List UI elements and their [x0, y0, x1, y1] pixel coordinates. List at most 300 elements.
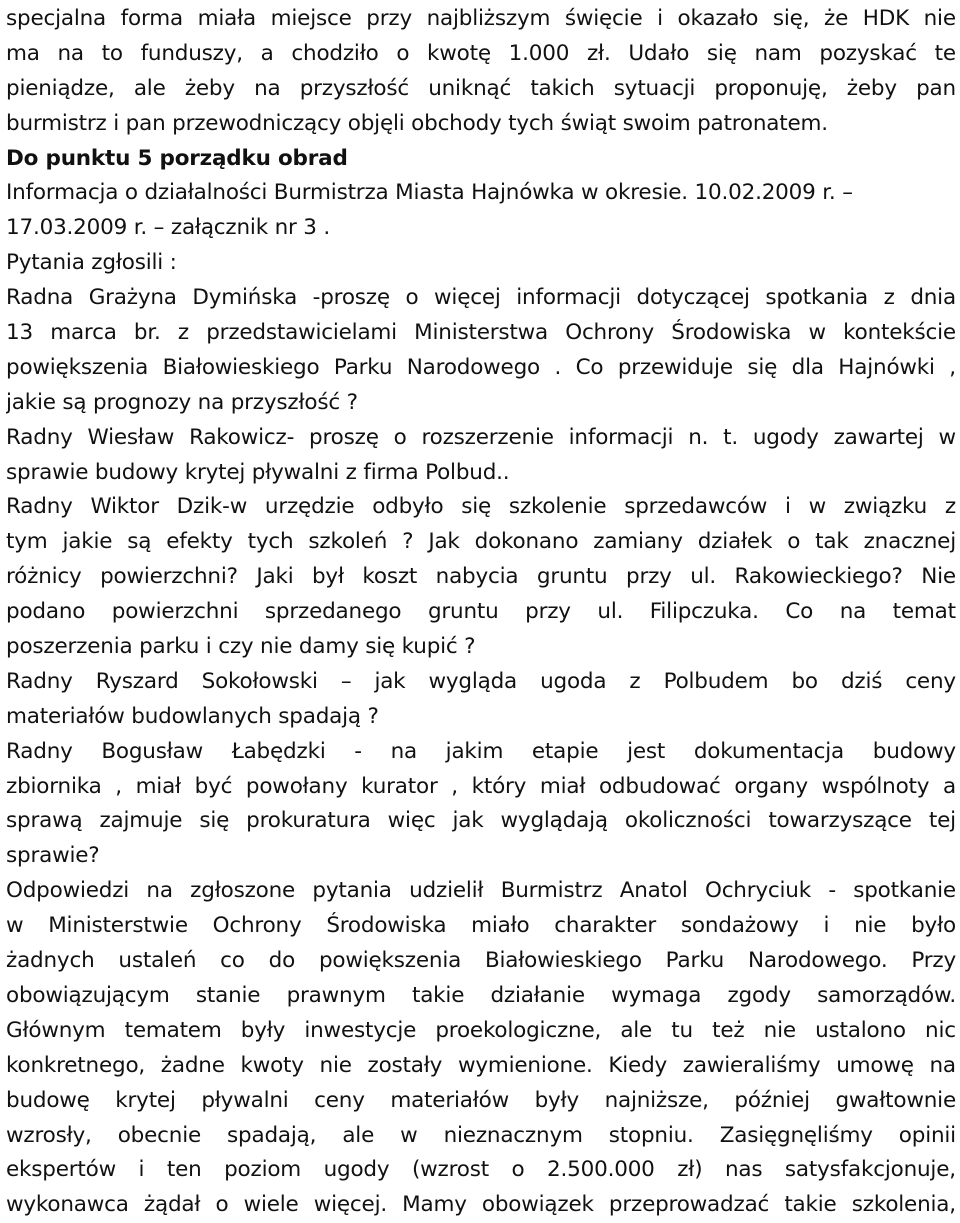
word: spotkanie — [853, 878, 956, 904]
word: Białowieskiego — [162, 354, 320, 380]
word: 2.500.000 — [547, 1157, 655, 1183]
word: Co — [785, 599, 814, 625]
word: - — [354, 738, 362, 764]
text-line — [6, 281, 956, 316]
word: święcie — [564, 6, 643, 31]
word: konkretnego, — [6, 1052, 146, 1078]
text-line — [6, 735, 956, 770]
text-line: materiałów budowlanych spadają ? — [6, 703, 379, 729]
word: i — [823, 913, 830, 939]
word: powiększenia — [318, 948, 462, 974]
word: przy — [626, 564, 672, 590]
word: miał — [135, 773, 181, 799]
word: materiałów — [390, 1087, 509, 1113]
word: Parku — [665, 948, 725, 974]
text-line: sprawie? — [6, 843, 100, 869]
word: ugoda — [540, 668, 607, 694]
word: sprzedanego — [264, 599, 402, 625]
word: dokonano — [474, 529, 579, 555]
word: o — [396, 40, 410, 66]
word: w — [6, 913, 24, 939]
word: chodziło — [291, 40, 379, 66]
word: tej — [928, 808, 956, 834]
word: koszt — [362, 564, 418, 590]
word: później — [734, 1087, 810, 1113]
word: ten — [166, 1157, 202, 1183]
word: pytania — [312, 878, 392, 904]
word: w — [808, 320, 826, 346]
text-line — [6, 874, 956, 909]
word: z — [629, 668, 641, 694]
word: o — [393, 424, 407, 450]
word: Nie — [921, 564, 956, 590]
word: Bogusław — [101, 738, 203, 764]
word: nieznacznym — [443, 1122, 583, 1148]
word: gruntu — [536, 564, 608, 590]
text-line — [6, 2, 956, 37]
word: okoliczności — [624, 808, 752, 834]
text-line: sprawie budowy krytej pływalni z firma Polbud.. — [6, 459, 510, 485]
word: są — [127, 529, 152, 555]
word: zamiany — [593, 529, 683, 555]
word: forma — [120, 6, 183, 31]
word: nie — [854, 913, 887, 939]
word: Radny — [6, 668, 73, 694]
word: Jak — [428, 529, 460, 555]
word: Narodowego — [406, 354, 540, 380]
text-line — [6, 770, 956, 805]
word: takich — [530, 75, 595, 101]
word: Grażyna — [88, 285, 177, 311]
word: się, — [772, 6, 810, 31]
word: informacji — [568, 424, 674, 450]
text-line — [6, 909, 956, 944]
text-line — [6, 595, 956, 630]
word: Radny — [6, 424, 73, 450]
word: gruntu — [427, 599, 499, 625]
word: zgłoszone — [190, 878, 296, 904]
document-page — [6, 2, 956, 1223]
word: ustaleń — [118, 948, 197, 974]
word: o — [787, 529, 801, 555]
word: jak — [452, 808, 484, 834]
word: HDK — [862, 6, 909, 31]
word: tematem — [124, 1017, 222, 1043]
word: z — [883, 285, 895, 311]
word: się — [461, 494, 492, 520]
word: był — [311, 564, 344, 590]
word: Parku — [333, 354, 393, 380]
word: Kiedy — [608, 1052, 668, 1078]
word: Ochrony — [565, 320, 655, 346]
word: inwestycje — [304, 1017, 417, 1043]
word: najniższe, — [604, 1087, 709, 1113]
word: zostały — [367, 1052, 443, 1078]
word: też — [712, 1017, 745, 1043]
word: na — [254, 75, 281, 101]
word: a — [942, 773, 956, 799]
word: Radny — [6, 494, 73, 520]
word: Dzik-w — [176, 494, 248, 520]
word: się — [747, 354, 778, 380]
word: Środowiska — [671, 320, 792, 346]
text-line — [6, 1153, 956, 1188]
word: podano — [6, 599, 86, 625]
word: okazało — [677, 6, 759, 31]
word: sprawą — [6, 808, 83, 834]
word: że — [823, 6, 849, 31]
text-line — [6, 1049, 956, 1084]
word: tym — [6, 529, 48, 555]
word: efekty — [166, 529, 233, 555]
word: obecnie — [117, 1122, 201, 1148]
word: marca — [50, 320, 117, 346]
word: na — [929, 1052, 956, 1078]
word: pieniądze, — [6, 75, 115, 101]
word: uniknąć — [428, 75, 512, 101]
word: się — [199, 808, 230, 834]
word: więc — [387, 808, 436, 834]
word: kurator — [361, 773, 438, 799]
text-line — [6, 560, 956, 595]
word: związku — [843, 494, 928, 520]
word: przewiduje — [617, 354, 733, 380]
word: ugody — [752, 424, 819, 450]
word: (wzrost — [411, 1157, 489, 1183]
text-line — [6, 316, 956, 351]
word: satysfakcjonuje, — [784, 1157, 956, 1183]
word: bo — [791, 668, 818, 694]
word: Rakowieckiego? — [734, 564, 903, 590]
word: Zasięgnęliśmy — [719, 1122, 873, 1148]
word: zł. — [586, 40, 611, 66]
word: stanie — [195, 982, 261, 1008]
word: o — [405, 285, 419, 311]
word: jakim — [445, 738, 504, 764]
word: specjalna — [6, 6, 107, 31]
word: Jaki — [256, 564, 294, 590]
word: 1.000 — [508, 40, 570, 66]
word: Filipczuka. — [649, 599, 759, 625]
word: stopniu. — [608, 1122, 694, 1148]
word: jakie — [62, 529, 113, 555]
word: ul. — [597, 599, 624, 625]
word: miał — [539, 773, 586, 799]
word: w — [400, 1122, 418, 1148]
word: -proszę — [312, 285, 390, 311]
section-heading: Do punktu 5 porządku obrad — [6, 145, 348, 171]
text-line — [6, 1014, 956, 1049]
word: takie — [784, 1192, 837, 1218]
word: ma — [6, 40, 40, 66]
word: wymienione. — [457, 1052, 593, 1078]
word: udzielił — [409, 878, 484, 904]
word: jak — [374, 668, 406, 694]
text-line — [6, 665, 956, 700]
word: więcej. — [313, 1192, 387, 1218]
word: nam — [754, 40, 802, 66]
word: dziś — [840, 668, 883, 694]
word: wspólnoty — [821, 773, 930, 799]
word: t. — [723, 424, 738, 450]
word: Hajnówki — [838, 354, 935, 380]
text-line: poszerzenia parku i czy nie damy się kupić ? — [6, 634, 476, 660]
word: Białowieskiego — [484, 948, 642, 974]
word: , — [115, 773, 122, 799]
word: ul. — [690, 564, 717, 590]
word: odbudować — [598, 773, 721, 799]
word: ugody — [323, 1157, 390, 1183]
word: dnia — [910, 285, 956, 311]
word: powiększenia — [6, 354, 149, 380]
word: na — [57, 40, 84, 66]
word: na — [146, 878, 173, 904]
word: Anatol — [619, 878, 688, 904]
word: Dymińska — [192, 285, 298, 311]
word: nic — [925, 1017, 956, 1043]
word: Ryszard — [95, 668, 179, 694]
word: dla — [791, 354, 824, 380]
word: zawartej — [833, 424, 924, 450]
word: żeby — [184, 75, 235, 101]
word: i — [657, 6, 663, 31]
word: kwotę — [427, 40, 491, 66]
word: pozyskać — [819, 40, 917, 66]
word: odbyło — [372, 494, 444, 520]
word: ale — [133, 75, 166, 101]
text-line — [6, 944, 956, 979]
word: Wiktor — [90, 494, 159, 520]
word: na — [839, 599, 867, 625]
word: powierzchni? — [100, 564, 238, 590]
word: informacji — [516, 285, 621, 311]
word: powołany — [245, 773, 348, 799]
word: nie — [763, 1017, 796, 1043]
word: zawieraliśmy — [682, 1052, 821, 1078]
text-line: 17.03.2009 r. – załącznik nr 3 . — [6, 215, 331, 241]
word: , — [451, 773, 458, 799]
word: szkolenie — [508, 494, 607, 520]
word: ustalono — [815, 1017, 906, 1043]
word: miejsce — [270, 6, 352, 31]
word: ale — [620, 1017, 653, 1043]
word: Radna — [6, 285, 74, 311]
word: ceny — [905, 668, 956, 694]
word: szkoleń — [308, 529, 388, 555]
word: do — [268, 948, 296, 974]
word: Głównym — [6, 1017, 106, 1043]
word: te — [934, 40, 956, 66]
word: były — [240, 1017, 286, 1043]
word: Odpowiedzi — [6, 878, 130, 904]
word: tych — [247, 529, 294, 555]
word: Ministerstwa — [414, 320, 548, 346]
word: umowę — [836, 1052, 914, 1078]
text-line — [6, 72, 956, 107]
word: było — [911, 913, 956, 939]
word: Łabędzki — [231, 738, 326, 764]
word: . — [554, 354, 562, 380]
word: etapie — [531, 738, 599, 764]
word: żadnych — [6, 948, 95, 974]
word: kontekście — [843, 320, 956, 346]
word: br. — [133, 320, 161, 346]
word: 13 — [6, 320, 33, 346]
word: obowiązującym — [6, 982, 170, 1008]
word: krytej — [115, 1087, 176, 1113]
word: były — [534, 1087, 579, 1113]
word: powierzchni — [111, 599, 239, 625]
word: , — [949, 354, 956, 380]
word: gwałtownie — [835, 1087, 956, 1113]
word: prokuratura — [246, 808, 371, 834]
word: budowy — [872, 738, 956, 764]
word: wymaga — [611, 982, 702, 1008]
word: Sokołowski — [201, 668, 318, 694]
word: na — [390, 738, 417, 764]
word: sprzedawców — [624, 494, 768, 520]
word: prawnym — [286, 982, 386, 1008]
word: Udało — [628, 40, 690, 66]
word: takie — [411, 982, 465, 1008]
word: Środowiska — [326, 913, 447, 939]
word: ale — [342, 1122, 375, 1148]
word: a — [260, 40, 274, 66]
text-line: burmistrz i pan przewodniczący objęli obchody tych świąt swoim patronatem. — [6, 110, 828, 136]
word: charakter — [554, 913, 657, 939]
word: ekspertów — [6, 1157, 116, 1183]
word: i — [784, 494, 791, 520]
word: budowę — [6, 1087, 90, 1113]
word: Ministerstwie — [48, 913, 188, 939]
word: miała — [197, 6, 257, 31]
word: w — [938, 424, 956, 450]
text-line — [6, 979, 956, 1014]
word: ceny — [314, 1087, 365, 1113]
word: zł) — [677, 1157, 703, 1183]
word: Radny — [6, 738, 73, 764]
word: n. — [688, 424, 709, 450]
word: sytuacji — [613, 75, 696, 101]
word: o — [215, 1192, 229, 1218]
word: spadają, — [227, 1122, 317, 1148]
word: więcej — [434, 285, 501, 311]
word: z — [177, 320, 189, 346]
word: Burmistrz — [500, 878, 603, 904]
word: tu — [671, 1017, 693, 1043]
word: jest — [627, 738, 666, 764]
word: zbiornika — [6, 773, 102, 799]
word: spotkania — [765, 285, 869, 311]
text-line — [6, 490, 956, 525]
word: miało — [471, 913, 530, 939]
word: temat — [892, 599, 956, 625]
text-line — [6, 37, 956, 72]
word: różnicy — [6, 564, 82, 590]
word: szkolenia, — [851, 1192, 956, 1218]
text-line — [6, 525, 956, 560]
word: pan — [916, 75, 956, 101]
word: i — [138, 1157, 145, 1183]
word: żeby — [846, 75, 897, 101]
word: działanie — [490, 982, 585, 1008]
word: co — [220, 948, 245, 974]
word: wyglądają — [500, 808, 608, 834]
text-line — [6, 351, 956, 386]
word: tak — [815, 529, 849, 555]
word: żadne — [160, 1052, 225, 1078]
word: przeprowadzać — [608, 1192, 770, 1218]
word: proszę — [309, 424, 379, 450]
word: wygląda — [428, 668, 518, 694]
word: wzrosły, — [6, 1122, 92, 1148]
word: wiele — [243, 1192, 299, 1218]
word: żądał — [143, 1192, 201, 1218]
word: – — [340, 668, 352, 694]
text-line: Pytania zgłosili : — [6, 250, 177, 276]
word: Narodowego. — [748, 948, 888, 974]
word: w — [808, 494, 826, 520]
word: samorządów. — [817, 982, 956, 1008]
word: najbliższym — [426, 6, 551, 31]
word: Mamy — [402, 1192, 467, 1218]
text-line — [6, 421, 956, 456]
word: opinii — [898, 1122, 956, 1148]
word: proekologiczne, — [435, 1017, 602, 1043]
word: rozszerzenie — [421, 424, 554, 450]
word: wykonawca — [6, 1192, 129, 1218]
word: Wiesław — [87, 424, 175, 450]
word: pływalni — [201, 1087, 289, 1113]
text-line — [6, 1119, 956, 1154]
word: nie — [319, 1052, 352, 1078]
word: nas — [724, 1157, 763, 1183]
word: który — [471, 773, 527, 799]
text-line: Informacja o działalności Burmistrza Miasta Hajnówka w okresie. 10.02.2009 r. – — [6, 180, 853, 206]
word: Polbudem — [663, 668, 769, 694]
word: ? — [402, 529, 414, 555]
word: przy — [366, 6, 412, 31]
word: zajmuje — [99, 808, 183, 834]
word: towarzyszące — [768, 808, 912, 834]
word: kwoty — [240, 1052, 304, 1078]
word: Ochryciuk — [704, 878, 811, 904]
word: zgody — [727, 982, 791, 1008]
word: przyszłość — [299, 75, 409, 101]
text-line — [6, 804, 956, 839]
word: działek — [697, 529, 773, 555]
word: Przy — [911, 948, 956, 974]
word: organy — [734, 773, 808, 799]
word: się — [706, 40, 737, 66]
word: Ochrony — [212, 913, 302, 939]
word: dotyczącej — [636, 285, 750, 311]
word: być — [194, 773, 233, 799]
word: przedstawicielami — [206, 320, 397, 346]
word: proponuję, — [714, 75, 828, 101]
word: Rakowicz- — [189, 424, 295, 450]
word: o — [511, 1157, 525, 1183]
word: sondażowy — [680, 913, 799, 939]
word: przy — [525, 599, 571, 625]
word: funduszy, — [140, 40, 243, 66]
word: - — [828, 878, 836, 904]
word: to — [101, 40, 123, 66]
word: nabycia — [435, 564, 519, 590]
word: Co — [575, 354, 604, 380]
word: obowiązek — [481, 1192, 594, 1218]
word: z — [944, 494, 956, 520]
